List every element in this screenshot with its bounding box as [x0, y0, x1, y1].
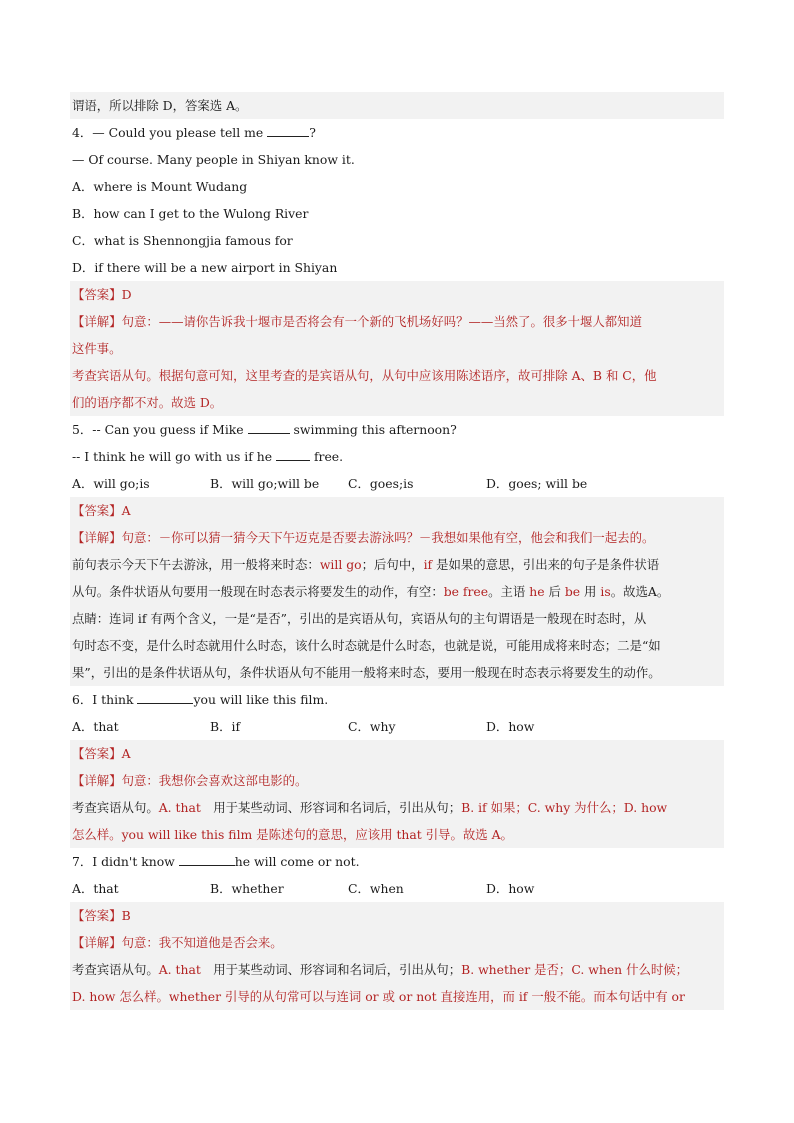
q6-detail-3: 怎么样。you will like this film 是陈述句的意思，应该用 that 引导。故选 A。	[70, 821, 724, 848]
q6-stem: 6．I think you will like this film.	[72, 692, 329, 707]
answer-blank	[248, 421, 290, 434]
q6-option-c: C．why	[348, 719, 396, 734]
q6-option-b: B．if	[210, 719, 241, 734]
q6-detail-1: 【详解】句意：我想你会喜欢这部电影的。	[70, 767, 724, 794]
answer-blank	[276, 448, 310, 461]
answer-blank	[137, 691, 193, 704]
q5-detail-3: 从句。条件状语从句要用一般现在时态表示将要发生的动作，有空：be free。主语 he 后 be 用 is。故选A。	[70, 578, 724, 605]
q5-options	[70, 470, 724, 497]
answer-value: A	[121, 746, 131, 761]
answer-tag: 【答案】	[72, 746, 122, 761]
q4-detail-4: 们的语序都不对。故选 D。	[70, 389, 724, 416]
answer-tag: 【答案】	[72, 287, 122, 302]
q7-option-d: D．how	[486, 881, 535, 896]
q5-response: -- I think he will go with us if he free.	[72, 449, 344, 464]
q7-options	[70, 875, 724, 902]
q5-detail-1: 【详解】句意：－你可以猜一猜今天下午迈克是否要去游泳吗？－我想如果他有空，他会和我们一起去的。	[70, 524, 724, 551]
q7-option-b: B．whether	[210, 881, 284, 896]
q5-stem: 5．-- Can you guess if Mike swimming this afternoon?	[72, 422, 457, 437]
q5-answer	[70, 497, 724, 524]
q7-option-c: C．when	[348, 881, 404, 896]
q5-detail-4: 点睛：连词 if 有两个含义，一是“是否”，引出的是宾语从句，宾语从句的主句谓语是一般现在时态时，从	[70, 605, 724, 632]
detail-tag: 【详解】	[72, 773, 122, 788]
answer-tag: 【答案】	[72, 503, 122, 518]
q7-answer	[70, 902, 724, 929]
q4-response: — Of course. Many people in Shiyan know it.	[72, 152, 355, 167]
q6-options	[70, 713, 724, 740]
q5-option-b: B．will go;will be	[210, 476, 320, 491]
answer-value: A	[121, 503, 131, 518]
detail-tag: 【详解】	[72, 935, 122, 950]
q4-answer	[70, 281, 724, 308]
q7-detail-3: D. how 怎么样。whether 引导的从句常可以与连词 or 或 or not 直接连用，而 if 一般不能。而本句话中有 or	[70, 983, 724, 1010]
q6-detail-2: 考查宾语从句。A. that 用于某些动词、形容词和名词后，引出从句；B. if 如果；C. why 为什么；D. how	[70, 794, 724, 821]
answer-value: B	[121, 908, 131, 923]
q4-option-c: C．what is Shennongjia famous for	[72, 233, 293, 248]
q4-detail-3: 考查宾语从句。根据句意可知，这里考查的是宾语从句，从句中应该用陈述语序，故可排除 A、B 和 C，他	[70, 362, 724, 389]
q4-option-b: B．how can I get to the Wulong River	[72, 206, 309, 221]
q4-stem: 4．— Could you please tell me ?	[72, 125, 316, 140]
q5-option-d: D．goes; will be	[486, 476, 588, 491]
q6-answer	[70, 740, 724, 767]
q3-explanation-end: 谓语，所以排除 D，答案选 A。	[70, 92, 724, 119]
q5-detail-6: 果”，引出的是条件状语从句，条件状语从句不能用一般将来时态，要用一般现在时态表示将要发生的动作。	[70, 659, 724, 686]
q5-detail-5: 句时态不变，是什么时态就用什么时态，该什么时态就是什么时态，也就是说，可能用成将来时态；二是“如	[70, 632, 724, 659]
q5-option-c: C．goes;is	[348, 476, 414, 491]
q7-stem: 7．I didn't know he will come or not.	[72, 854, 360, 869]
q7-detail-1: 【详解】句意：我不知道他是否会来。	[70, 929, 724, 956]
q5-detail-2: 前句表示今天下午去游泳，用一般将来时态：will go；后句中，if 是如果的意思，引出来的句子是条件状语	[70, 551, 724, 578]
detail-tag: 【详解】	[72, 530, 122, 545]
q4-option-a: A．where is Mount Wudang	[72, 179, 248, 194]
answer-tag: 【答案】	[72, 908, 122, 923]
q4-detail-2: 这件事。	[70, 335, 724, 362]
q4-option-d: D．if there will be a new airport in Shiyan	[72, 260, 338, 275]
q7-option-a: A．that	[72, 881, 119, 896]
answer-value: D	[121, 287, 132, 302]
document-page	[70, 92, 724, 1010]
q5-option-a: A．will go;is	[72, 476, 150, 491]
answer-blank	[179, 853, 235, 866]
q4-detail-1: 【详解】句意：——请你告诉我十堰市是否将会有一个新的飞机场好吗？——当然了。很多十堰人都知道	[70, 308, 724, 335]
detail-tag: 【详解】	[72, 314, 122, 329]
answer-blank	[267, 124, 309, 137]
q6-option-a: A．that	[72, 719, 119, 734]
q6-option-d: D．how	[486, 719, 535, 734]
q7-detail-2: 考查宾语从句。A. that 用于某些动词、形容词和名词后，引出从句；B. whether 是否；C. when 什么时候；	[70, 956, 724, 983]
